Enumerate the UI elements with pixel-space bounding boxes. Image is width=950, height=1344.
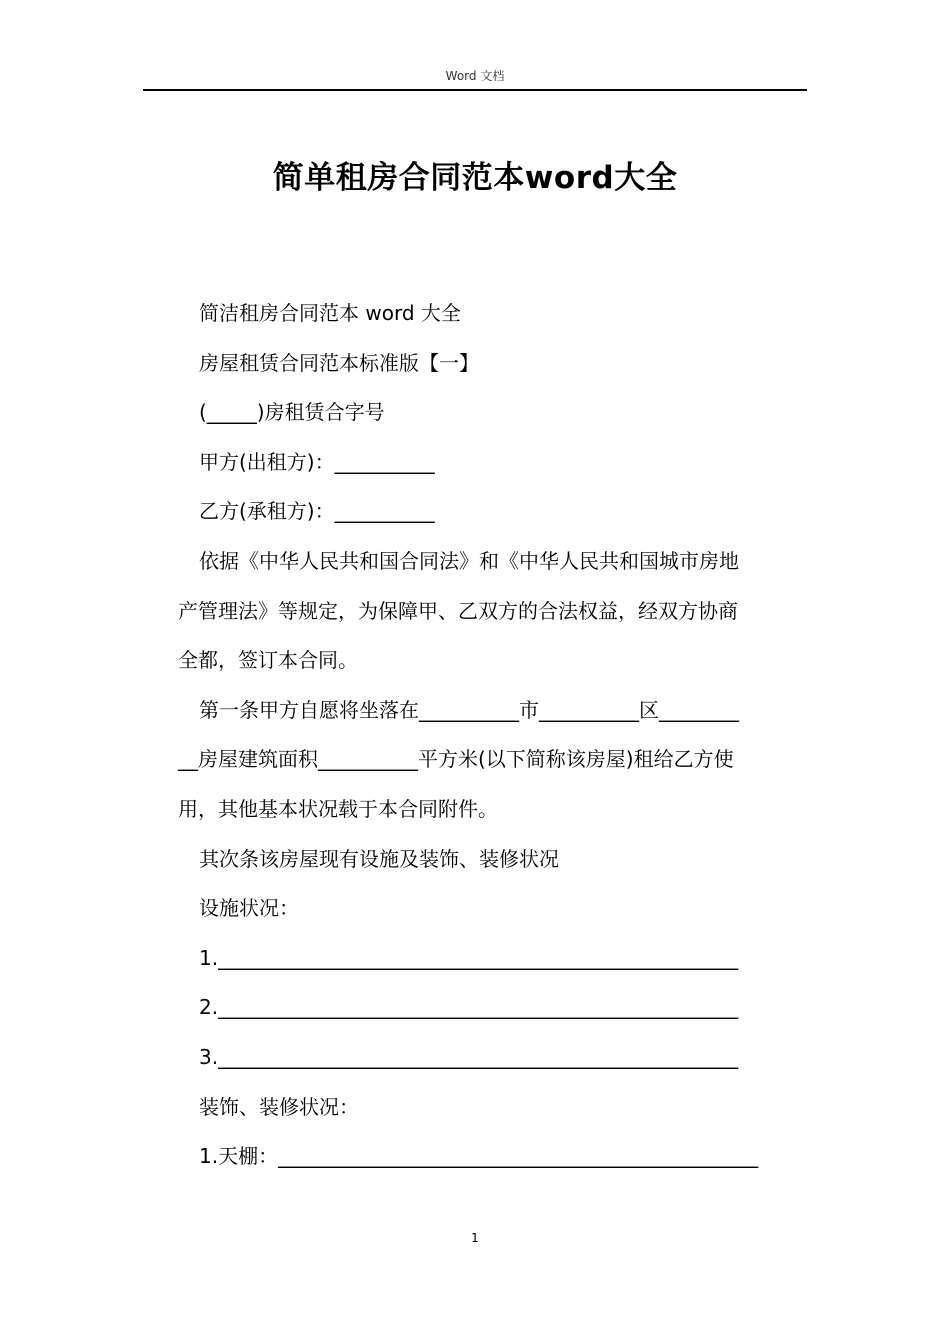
paragraph-line: __房屋建筑面积__________平方米(以下简称该房屋)租给乙方使 [178,747,734,772]
paragraph-line: 房屋租赁合同范本标准版【一】 [199,350,479,375]
paragraph-line: 全都，签订本合同。 [178,648,358,673]
paragraph-line: 产管理法》等规定，为保障甲、乙双方的合法权益，经双方协商 [178,598,738,623]
page-number: 1 [471,1231,479,1245]
paragraph-line: 乙方(承租方)：__________ [199,499,435,524]
paragraph-line: 1.____________________________________________________ [199,945,739,970]
paragraph-line: 依据《中华人民共和国合同法》和《中华人民共和国城市房地 [199,548,739,573]
page-header [143,67,807,91]
paragraph-line: (_____)房租赁合字号 [199,400,385,425]
header-text: Word 文档 [445,69,505,83]
paragraph-line: 设施状况： [199,896,299,921]
paragraph-line: 装饰、装修状况： [199,1094,359,1119]
paragraph-line: 用，其他基本状况载于本合同附件。 [178,796,498,821]
paragraph-line: 其次条该房屋现有设施及装饰、装修状况 [199,846,559,871]
paragraph-line: 简洁租房合同范本 word 大全 [199,301,461,325]
paragraph-line: 甲方(出租方)：__________ [199,449,435,474]
paragraph-line: 1.天棚：________________________________________________ [199,1144,759,1169]
paragraph-line: 第一条甲方自愿将坐落在__________市__________区________ [199,697,739,722]
document-body [178,289,808,1182]
paragraph-line: 2.____________________________________________________ [199,995,739,1020]
paragraph-line: 3.____________________________________________________ [199,1044,739,1069]
document-title: 简单租房合同范本word大全 [272,160,678,196]
